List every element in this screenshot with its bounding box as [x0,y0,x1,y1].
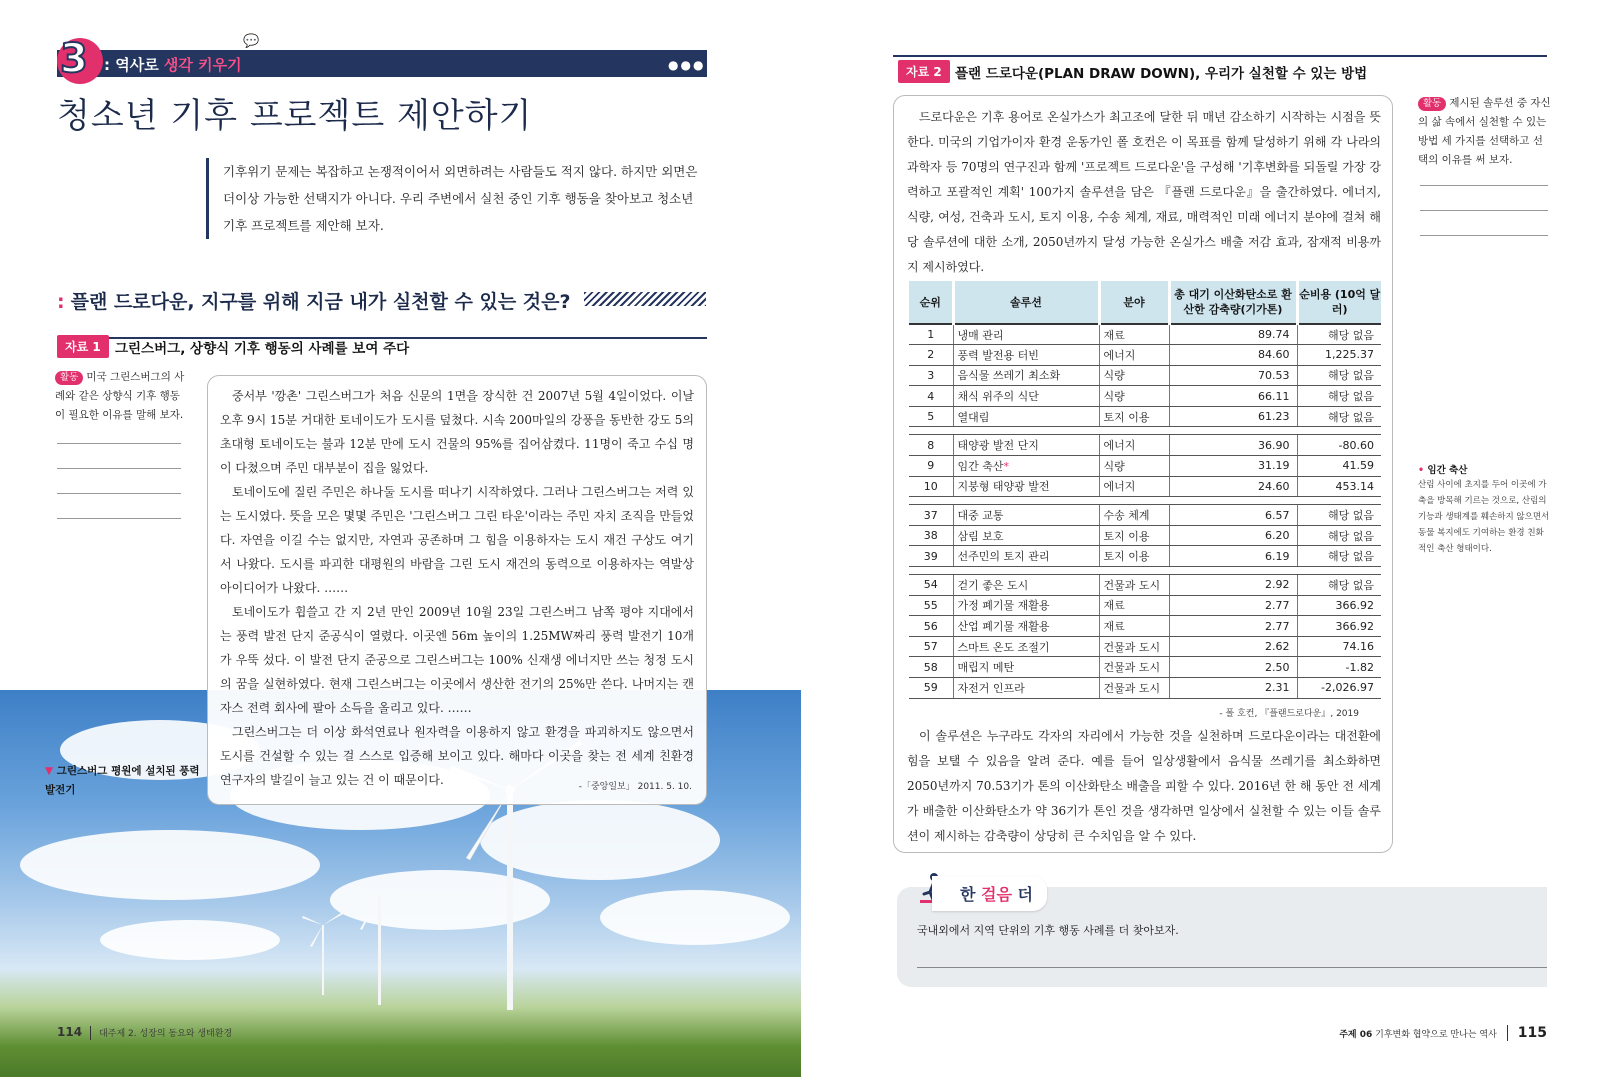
table-cell: 31.19 [1169,456,1297,477]
activity1-badge: 활동 [55,371,83,385]
table-cell: 해당 없음 [1297,505,1381,526]
glossary-title: • 임간 축산 [1418,465,1468,476]
table-row [909,386,1381,407]
answer-line[interactable] [57,493,181,494]
table-cell: 2 [909,345,953,366]
table-header: 분야 [1099,281,1169,324]
article-paragraph: 토네이도에 질린 주민은 하나둘 도시를 떠나기 시작하였다. 그러나 그린스버그는 저력 있는 도시였다. 뜻을 모은 몇몇 주민은 '그린스버그 그린 타운'이라는 주민 자치 조직을 만들었다. 자연을 이길 수는 없지만, 자연과 공존하며 그 힘을 이용하자는 도시 재건 구상도 여기서 나왔다. 도시를 파괴한 대평원의 바람을 그린 도시 재건의 동력으로 이용하자는 역발상 아이디어가 나왔다. …… [220,485,694,595]
table-cell: 2.77 [1169,616,1297,637]
table-cell: 해당 없음 [1297,575,1381,596]
step-head-highlight: 걸음 [981,885,1012,904]
table-cell: 36.90 [1169,435,1297,456]
table-cell: -2,026.97 [1297,678,1381,699]
answer-line[interactable] [57,468,181,469]
table-row [909,406,1381,427]
answer-line[interactable] [57,518,181,519]
table-row [909,345,1381,366]
table-cell: 해당 없음 [1297,365,1381,386]
table-cell: 24.60 [1169,476,1297,497]
group-gap [909,497,1381,505]
right-top-rule [893,55,1547,57]
source2-paragraph-1: 드로다운은 기후 용어로 온실가스가 최고조에 달한 뒤 매년 감소하기 시작하는 시점을 뜻한다. 미국의 기업가이자 환경 운동가인 폴 호컨은 이 목표를 함께 달성하기 위해 각 나라의 과학자 등 70명의 연구진과 함께 '프로젝트 드로다운'을 구성해 '기후변화를 되돌릴 가장 강력하고 포괄적인 계획' 100가지 솔루션을 담은 『플랜 드로다운』을 출간하였다. 에너지, 식량, 여성, 건축과 도시, 토지 이용, 수송 체계, 재료, 매력적인 미래 에너지 분야에 걸쳐 해당 솔루션에 대한 소개, 2050년까지 달성 가능한 온실가스 배출 저감 효과, 잠재적 비용까지 제시하였다. [907,110,1381,274]
folio-subtitle: 대주제 2. 성장의 동요와 생태환경 [99,1029,233,1039]
table-header: 솔루션 [953,281,1099,324]
page-title: 청소년 기후 프로젝트 제안하기 [57,96,533,136]
table-cell: 38 [909,525,953,546]
table-cell: 열대림 [953,406,1099,427]
table-cell: 366.92 [1297,616,1381,637]
table-cell: 55 [909,595,953,616]
table-row [909,456,1381,477]
activity1-text: 미국 그린스버그의 사례와 같은 상향식 기후 행동이 필요한 이유를 말해 보자. [55,371,185,421]
table-cell: 56 [909,616,953,637]
table-header: 순비용 (10억 달러) [1297,281,1381,324]
folio-left [57,1025,232,1040]
table-cell: 453.14 [1297,476,1381,497]
table-row [909,575,1381,596]
solutions-table [909,281,1381,699]
table-cell: 토지 이용 [1099,546,1169,567]
answer-line[interactable] [57,443,181,444]
table-cell: 산업 폐기물 재활용 [953,616,1099,637]
table-cell: 에너지 [1099,345,1169,366]
source2-tag: 자료 2 [898,60,950,83]
table-cell: 2.92 [1169,575,1297,596]
answer-line[interactable] [1420,185,1548,186]
table-cell: 매립지 메탄 [953,657,1099,678]
article-paragraph: 중서부 '깡촌' 그린스버그가 처음 신문의 1면을 장식한 건 2007년 5월 4일이었다. 이날 오후 9시 15분 거대한 토네이도가 도시를 덮쳤다. 시속 200마일의 강풍을 동반한 강도 5의 초대형 토네이도는 불과 12분 만에 도시 건물의 95%를 집어삼켰다. 11명이 죽고 수십 명이 다쳤으며 주민 대부분이 집을 잃었다. [220,389,694,475]
section-heading-text: 플랜 드로다운, 지구를 위해 지금 내가 실천할 수 있는 것은? [70,291,571,313]
glossary-term: 임간 축산 [1427,465,1468,476]
source1-title: 그린스버그, 상향식 기후 행동의 사례를 보여 주다 [115,341,410,357]
table-cell: 식량 [1099,365,1169,386]
section-heading: : 플랜 드로다운, 지구를 위해 지금 내가 실천할 수 있는 것은? [57,291,571,313]
table-cell: 9 [909,456,953,477]
one-step-more-text: 국내외에서 지역 단위의 기후 행동 사례를 더 찾아보자. [917,924,1179,937]
section-hatch-decoration [584,292,706,306]
table-cell: 풍력 발전용 터빈 [953,345,1099,366]
table-row [909,636,1381,657]
table-cell: 59 [909,678,953,699]
table-header: 총 대기 이산화탄소로 환산한 감축량(기가톤) [1169,281,1297,324]
table-row [909,324,1381,345]
table-source: - 폴 호컨, 『플랜드로다운』, 2019 [1219,709,1359,719]
cloud [100,920,280,960]
table-cell: 토지 이용 [1099,525,1169,546]
article-box [207,375,707,805]
cloud [600,890,790,945]
folio-topic-label: 주제 06 [1339,1030,1373,1040]
group-gap [909,427,1381,435]
table-cell: 선주민의 토지 관리 [953,546,1099,567]
table-cell: 6.19 [1169,546,1297,567]
table-cell: 채식 위주의 식단 [953,386,1099,407]
table-cell: 8 [909,435,953,456]
table-cell: 70.53 [1169,365,1297,386]
table-header: 순위 [909,281,953,324]
table-cell: 토지 이용 [1099,406,1169,427]
page-number: 115 [1517,1025,1547,1041]
table-cell: 3 [909,365,953,386]
step-head-suffix: 더 [1011,885,1033,904]
table-cell: 재료 [1099,595,1169,616]
table-cell: 재료 [1099,616,1169,637]
table-cell: 2.50 [1169,657,1297,678]
table-cell: 2.31 [1169,678,1297,699]
table-cell: 자전거 인프라 [953,678,1099,699]
glossary-body: 산림 사이에 초지를 두어 이곳에 가축을 방목해 기르는 것으로, 산림의 기능과 생태계를 훼손하지 않으면서 동물 복지에도 기여하는 환경 친화적인 축산 형태이다. [1418,480,1550,554]
table-cell: 대중 교통 [953,505,1099,526]
answer-line[interactable] [917,967,1547,968]
table-row [909,546,1381,567]
table-row [909,657,1381,678]
table-cell: -80.60 [1297,435,1381,456]
cloud [20,830,320,900]
lesson-number: 3 [60,36,88,82]
activity2-text: 제시된 솔루션 중 자신의 삶 속에서 실천할 수 있는 방법 세 가지를 선택하고 선택의 이유를 써 보자. [1418,97,1551,166]
table-cell: 61.23 [1169,406,1297,427]
wind-turbine [298,905,348,995]
table-cell: 해당 없음 [1297,386,1381,407]
table-cell: 해당 없음 [1297,406,1381,427]
photo-caption: ▼ 그린스버그 평원에 설치된 풍력 발전기 [45,765,200,796]
table-cell: 해당 없음 [1297,546,1381,567]
table-body [909,324,1381,698]
table-cell: 해당 없음 [1297,324,1381,345]
table-cell: 39 [909,546,953,567]
step-head-prefix: 한 [960,885,982,904]
table-cell: 4 [909,386,953,407]
table-cell: 54 [909,575,953,596]
lesson-label-prefix: : 역사로 [104,56,164,74]
table-cell: 5 [909,406,953,427]
table-cell: 1 [909,324,953,345]
speech-bubble-icon: 💬 [243,34,260,49]
table-row [909,435,1381,456]
table-cell: 냉매 관리 [953,324,1099,345]
group-gap [909,567,1381,575]
table-cell: 84.60 [1169,345,1297,366]
answer-line[interactable] [1420,235,1548,236]
table-cell: 6.20 [1169,525,1297,546]
table-cell: 삼림 보호 [953,525,1099,546]
table-cell: 건물과 도시 [1099,657,1169,678]
table-cell: 식량 [1099,386,1169,407]
table-cell: 10 [909,476,953,497]
activity2 [1418,94,1552,170]
folio-subtitle: 기후변화 협약으로 만나는 역사 [1375,1030,1497,1040]
table-cell: 41.59 [1297,456,1381,477]
source2-title: 플랜 드로다운(PLAN DRAW DOWN), 우리가 실천할 수 있는 방법 [955,66,1368,82]
article-source: -「중앙일보」 2011. 5. 10. [578,782,692,792]
wind-turbine [340,865,420,1005]
table-cell: 74.16 [1297,636,1381,657]
article-paragraph: 그린스버그는 더 이상 화석연료나 원자력을 이용하지 않고 환경을 파괴하지도 않으면서 도시를 건설할 수 있는 걸 스스로 입증해 보이고 있다. 해마다 이곳을 찾는 전 세계 친환경 연구자의 발길이 늘고 있는 건 이 때문이다. [220,725,694,787]
activity1 [55,368,185,425]
table-cell: 수송 체계 [1099,505,1169,526]
table-row [909,476,1381,497]
photo-caption-text: 그린스버그 평원에 설치된 풍력 발전기 [45,765,200,796]
table-cell: 해당 없음 [1297,525,1381,546]
table-cell: 가정 폐기물 재활용 [953,595,1099,616]
source2-paragraph-2: 이 솔루션은 누구라도 각자의 자리에서 가능한 것을 실천하며 드로다운이라는 대전환에 힘을 보탤 수 있음을 알려 준다. 예를 들어 일상생활에서 음식물 쓰레기를 최소화하면 2050년까지 70.53기가 톤의 이산화탄소 배출을 피할 수 있다. 2016년 한 해 동안 전 세계가 배출한 이산화탄소가 약 36기가 톤인 것을 생각하면 일상에서 실천할 수 있는 이들 솔루션이 제시하는 감축량이 상당히 큰 수치임을 알 수 있다. [907,729,1381,843]
table-cell: 2.62 [1169,636,1297,657]
table-cell: 건물과 도시 [1099,636,1169,657]
table-cell: 66.11 [1169,386,1297,407]
table-cell: 2.77 [1169,595,1297,616]
table-row [909,616,1381,637]
intro-text: 기후위기 문제는 복잡하고 논쟁적이어서 외면하려는 사람들도 적지 않다. 하지만 외면은 더이상 가능한 선택지가 아니다. 우리 주변에서 실천 중인 기후 행동을 찾아보고 청소년 기후 프로젝트를 제안해 보자. [206,158,706,239]
table-cell: 건물과 도시 [1099,575,1169,596]
table-row [909,505,1381,526]
table-cell: 에너지 [1099,476,1169,497]
folio-right [1339,1025,1547,1041]
source1-tag: 자료 1 [57,335,109,358]
table-cell: 임간 축산* [953,456,1099,477]
table-cell: 재료 [1099,324,1169,345]
answer-line[interactable] [1420,210,1548,211]
lesson-label-highlight: 생각 키우기 [163,56,242,74]
one-step-more-heading [932,876,1047,911]
table-cell: 1,225.37 [1297,345,1381,366]
table-cell: -1.82 [1297,657,1381,678]
activity2-badge: 활동 [1418,97,1446,111]
table-row [909,595,1381,616]
table-row [909,678,1381,699]
table-cell: 건물과 도시 [1099,678,1169,699]
table-cell: 366.92 [1297,595,1381,616]
page-number: 114 [57,1025,83,1039]
table-cell: 6.57 [1169,505,1297,526]
table-cell: 걷기 좋은 도시 [953,575,1099,596]
table-cell: 89.74 [1169,324,1297,345]
table-row [909,365,1381,386]
article-paragraph: 토네이도가 휩쓸고 간 지 2년 만인 2009년 10월 23일 그린스버그 남쪽 평야 지대에서는 풍력 발전 단지 준공식이 열렸다. 이곳엔 56m 높이의 1.25MW짜리 풍력 발전기 10개가 우뚝 섰다. 이 발전 단지 준공으로 그린스버그는 100% 신재생 에너지만 쓰는 청정 도시의 꿈을 실현하였다. 현재 그린스버그는 이곳에서 생산한 전기의 25%만 쓴다. 나머지는 캔자스 전력 회사에 팔아 소득을 올리고 있다. …… [220,605,694,715]
bar-dots: ●●● [668,58,706,72]
table-cell: 지붕형 태양광 발전 [953,476,1099,497]
table-cell: 에너지 [1099,435,1169,456]
lesson-label [104,54,242,75]
table-cell: 58 [909,657,953,678]
table-cell: 스마트 온도 조절기 [953,636,1099,657]
table-cell: 음식물 쓰레기 최소화 [953,365,1099,386]
table-cell: 57 [909,636,953,657]
table-cell: 태양광 발전 단지 [953,435,1099,456]
table-cell: 식량 [1099,456,1169,477]
table-row [909,525,1381,546]
table-cell: 37 [909,505,953,526]
